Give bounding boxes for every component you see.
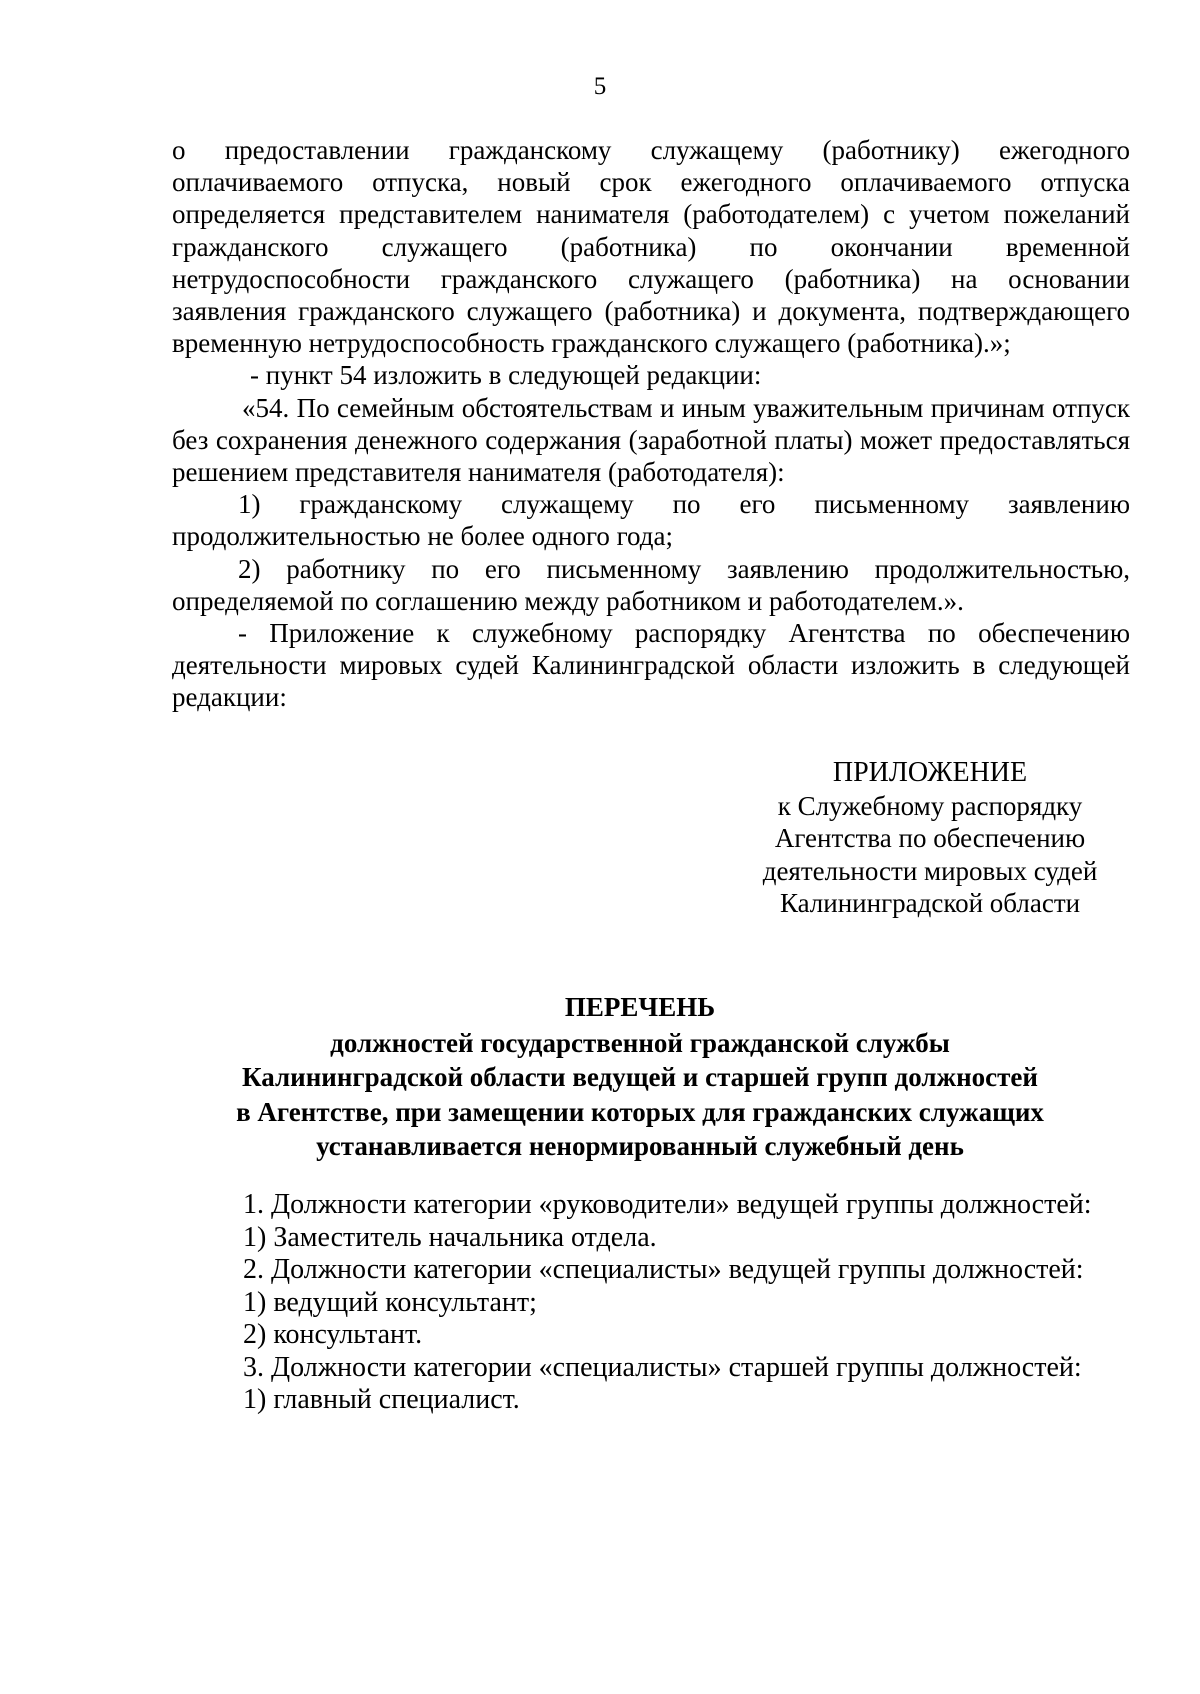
list-item: 1) ведущий консультант; — [243, 1286, 537, 1318]
appendix-header — [740, 757, 1120, 920]
body-text — [172, 134, 1130, 714]
page-number: 5 — [593, 73, 607, 100]
paragraph-point-54-item-1: 1) гражданскому служащему по его письменному заявлению продолжительностью не более одного года; — [172, 489, 1130, 552]
list-item: 1) Заместитель начальника отдела. — [243, 1221, 657, 1253]
appendix-title: ПРИЛОЖЕНИЕ — [832, 757, 1028, 788]
list-item: 3. Должности категории «специалисты» старшей группы должностей: — [243, 1351, 1082, 1383]
paragraph-point-54-item-2: 2) работнику по его письменному заявлению продолжительностью, определяемой по соглашению между работником и работодателем.». — [172, 553, 1130, 616]
list-title-line: в Агентстве, при замещении которых для гражданских служащих — [236, 1096, 1044, 1127]
appendix-line: Калининградской области — [779, 888, 1081, 918]
list-title-line: должностей государственной гражданской службы — [330, 1027, 950, 1058]
appendix-line: к Служебному распорядку — [777, 790, 1083, 821]
list-item: 2) консультант. — [243, 1319, 423, 1350]
list-title-line: Калининградской области ведущей и старшей групп должностей — [242, 1062, 1038, 1092]
list-title-line: устанавливается ненормированный служебный день — [316, 1131, 964, 1161]
list-title-main: ПЕРЕЧЕНЬ — [564, 992, 716, 1022]
list-item: 1. Должности категории «руководители» ведущей группы должностей: — [243, 1189, 1092, 1220]
appendix-line: деятельности мировых судей — [762, 855, 1098, 886]
paragraph-amendment-point-54: - пункт 54 изложить в следующей редакции: — [250, 360, 762, 391]
paragraph-point-54: «54. По семейным обстоятельствам и иным уважительным причинам отпуск без сохранения денежного содержания (заработной платы) может предоставляться решением представителя нанимателя (работодателя): — [172, 392, 1130, 488]
paragraph-amendment-appendix: - Приложение к служебному распорядку Агентства по обеспечению деятельности мировых судей Калининградской области изложить в следующей редакции: — [172, 618, 1130, 713]
list-item: 1) главный специалист. — [243, 1384, 520, 1415]
appendix-line: Агентства по обеспечению — [774, 823, 1086, 853]
list-item: 2. Должности категории «специалисты» ведущей группы должностей: — [243, 1254, 1084, 1285]
paragraph-continuation: о предоставлении гражданскому служащему (работнику) ежегодного оплачиваемого отпуска, новый срок ежегодного оплачиваемого отпуска определяется представителем нанимателя (работодателем) с учетом пожеланий гражданского служащего (работника) по окончании временной нетрудоспособности гражданского служащего (работника) на основании заявления гражданского служащего (работника) и документа, подтверждающего временную нетрудоспособность гражданского служащего (работника).»; — [172, 135, 1130, 359]
positions-list — [243, 1189, 1123, 1417]
list-title — [200, 990, 1080, 1164]
